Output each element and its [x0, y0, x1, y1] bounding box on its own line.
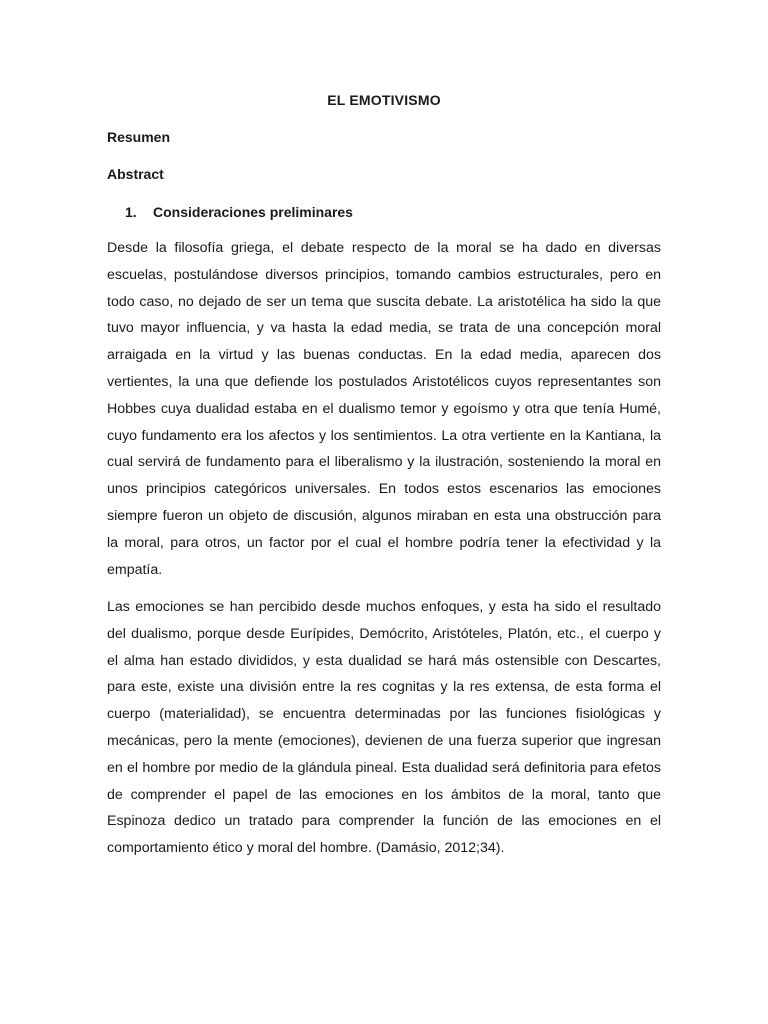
section-heading [125, 204, 353, 220]
paragraph-2: Las emociones se han percibido desde muchos enfoques, y esta ha sido el resultado del dualismo, porque desde Eurípides, Demócrito, Aristóteles, Platón, etc., el cuerpo y el alma han estado divididos, y esta dualidad se hará más ostensible con Descartes, para este, existe una división entre la res cognitas y la res extensa, de esta forma el cuerpo (materialidad), se encuentra determinadas por las funciones fisiológicas y mecánicas, pero la mente (emociones), devienen de una fuerza superior que ingresan en el hombre por medio de la glándula pineal. Esta dualidad será definitoria para efetos de comprender el papel de las emociones en los ámbitos de la moral, tanto que Espinoza dedico un tratado para comprender la función de las emociones en el comportamiento ético y moral del hombre. (Damásio, 2012;34). [107, 599, 661, 857]
document-title: EL EMOTIVISMO [327, 92, 441, 108]
paragraph-1: Desde la filosofía griega, el debate respecto de la moral se ha dado en diversas escuelas, postulándose diversos principios, tomando cambios estructurales, pero en todo caso, no dejado de ser un tema que suscita debate. La aristotélica ha sido la que tuvo mayor influencia, y va hasta la edad media, se trata de una concepción moral arraigada en la virtud y las buenas conductas. En la edad media, aparecen dos vertientes, la una que defiende los postulados Aristotélicos cuyos representantes son Hobbes cuya dualidad estaba en el dualismo temor y egoísmo y otra que tenía Humé, cuyo fundamento era los afectos y los sentimientos. La otra vertiente en la Kantiana, la cual servirá de fundamento para el liberalismo y la ilustración, sosteniendo la moral en unos principios categóricos universales. En todos estos escenarios las emociones siempre fueron un objeto de discusión, algunos miraban en esta una obstrucción para la moral, para otros, un factor por el cual el hombre podría tener la efectividad y la empatía. [107, 240, 661, 578]
abstract-heading: Abstract [107, 166, 164, 182]
section-title: Consideraciones preliminares [153, 204, 353, 220]
section-number: 1. [125, 204, 137, 220]
resumen-heading: Resumen [107, 129, 171, 145]
